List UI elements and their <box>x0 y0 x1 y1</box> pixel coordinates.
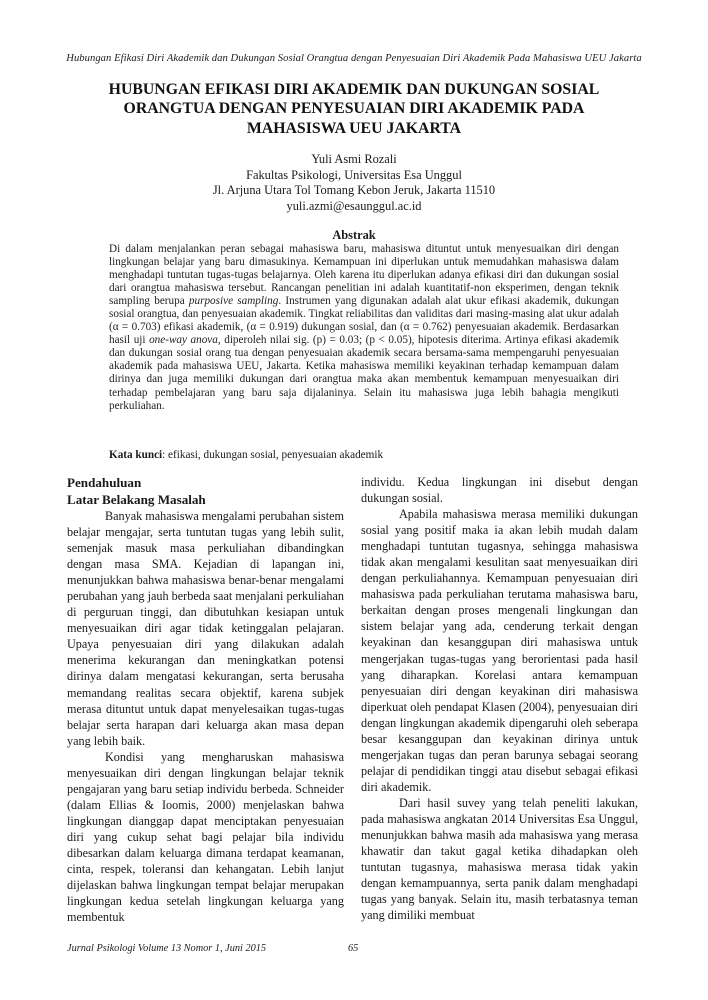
left-column <box>67 474 344 925</box>
abstract-heading: Abstrak <box>332 228 376 242</box>
section-heading-background: Latar Belakang Masalah <box>67 492 206 507</box>
body-paragraph: Dari hasil suvey yang telah peneliti lakukan, pada mahasiswa angkatan 2014 Universitas Esa Unggul, menunjukkan bahwa masih ada mahasiswa yang merasa khawatir dan takut gagal ketika dihadapkan oleh tuntutan tugasnya, mahasiswa merasa tidak yakin dengan kemampuannya, serta panik dalam menghadapi tugas yang banyak. Selain itu, masih terbatasnya teman yang dimiliki membuat <box>361 795 638 923</box>
keywords-label: Kata kunci <box>109 449 163 461</box>
abstract-italic-sampling: purposive sampling <box>188 295 279 308</box>
page-number: 65 <box>348 943 359 954</box>
running-header: Hubungan Efikasi Diri Akademik dan Dukungan Sosial Orangtua dengan Penyesuaian Diri Akademik Pada Mahasiswa UEU Jakarta <box>66 53 642 64</box>
author-affiliation: Fakultas Psikologi, Universitas Esa Unggul <box>246 167 462 182</box>
abstract-part-1: Di dalam menjalankan peran sebagai mahasiswa baru, mahasiswa dituntut untuk menyesuaikan diri dengan lingkungan belajar yang baru dimasukinya. Kemampuan ini diperlukan untuk memudahkan mahasiswa dalam menghadapi tuntutan tugas-tugas belajarnya. Oleh karena itu diperlukan adanya efikasi diri dan dukungan sosial dari orangtua mahasiswa tersebut. Rancangan penelitian ini adalah kuantitatif-non eksperimen, dengan teknik sampling berupa <box>109 243 619 308</box>
body-paragraph: Apabila mahasiswa merasa memiliki dukungan sosial yang positif maka ia akan lebih mudah dalam menghadapi tuntutan tugasnya, sehingga mahasiswa tidak akan mengalami kesulitan saat menyesuaikan diri dengan perkuliahannya. Kemampuan penyesuaian diri mahasiswa pada perkuliahan terutama mahasiswa baru, berkaitan dengan proses mengenali lingkungan dan sistem belajar yang ada, cenderung terkait dengan keyakinan dan kesanggupan diri mahasiswa untuk mengerjakan tugas-tugas yang berorientasi pada hasil yang diharapkan. Korelasi antara kemampuan penyesuaian diri dengan keyakinan diri mahasiswa diperkuat oleh pendapat Klasen (2004), penyesuaian diri dengan lingkungan akademik dipengaruhi oleh seberapa besar kesanggupan dan keyakinan dirinya untuk mengerjakan tugas dan peran barunya sebagai seorang pelajar di pendidikan tinggi atau disebut sebagai efikasi diri akademik. <box>361 507 638 794</box>
author-block <box>0 152 708 214</box>
author-email: yuli.azmi@esaunggul.ac.id <box>286 198 422 213</box>
author-name: Yuli Asmi Rozali <box>311 152 397 166</box>
abstract-italic-anova: one-way anova <box>149 334 218 347</box>
footer-journal: Jurnal Psikologi Volume 13 Nomor 1, Juni 2015 <box>67 943 267 954</box>
author-address: Jl. Arjuna Utara Tol Tomang Kebon Jeruk, Jakarta 11510 <box>212 183 496 197</box>
keywords-text: : efikasi, dukungan sosial, penyesuaian akademik <box>162 449 384 461</box>
section-heading-intro: Pendahuluan <box>67 475 142 490</box>
body-paragraph: Kondisi yang mengharuskan mahasiswa menyesuaikan diri dengan lingkungan belajar teknik pengajaran yang baru setiap individu berbeda. Schneider (dalam Ellias & Ioomis, 2000) menjelaskan bahwa lingkungan dianggap dapat menciptakan penyesuaian diri yang cukup sehat bagi pelajar bila individu dibesarkan dalam keluarga dimana terdapat keamanan, cinta, respek, toleransi dan kehangatan. Lebih lanjut dijelaskan bahwa lingkungan tempat belajar merupakan lingkungan kedua setelah lingkungan keluarga yang membentuk <box>67 749 344 925</box>
abstract-text <box>109 243 619 413</box>
body-paragraph: individu. Kedua lingkungan ini disebut dengan dukungan sosial. <box>361 475 638 506</box>
keywords <box>109 449 619 462</box>
paper-title: HUBUNGAN EFIKASI DIRI AKADEMIK DAN DUKUNGAN SOSIAL ORANGTUA DENGAN PENYESUAIAN DIRI AKADEMIK PADA MAHASISWA UEU JAKARTA <box>108 81 600 137</box>
abstract-part-2: . Instrumen yang digunakan adalah alat ukur efikasi akademik, dukungan sosial orangtua, dan penyesuaian akademik. Tingkat reliabilitas dan validitas dari masing-masing alat ukur adalah (α = 0.703) efikasi akademik, (α = 0.919) dukungan sosial, dan (α = 0.762) penyesuaian akademik. Berdasarkan hasil uji <box>109 295 619 347</box>
right-column <box>361 474 638 923</box>
abstract-part-3: , diperoleh nilai sig. (p) = 0.03; (p < 0.05), hipotesis diterima. Artinya efikasi akademik dan dukungan sosial orang tua dengan penyesuaian akademik secara bersama-sama mempengaruhi penyesuaian akademik pada mahasiswa UEU, Jakarta. Ketika mahasiswa memiliki keyakinan terhadap kemampuan dalam dirinya dan juga memiliki dukungan dari orangtua maka akan membentuk kemampuan menyesuaikan diri terhadap pembelajaran yang baru saja dijalaninya. Selain itu mahasiswa juga lebih bahagia mengikuti perkuliahan. <box>109 334 619 412</box>
body-paragraph: Banyak mahasiswa mengalami perubahan sistem belajar mengajar, serta tuntutan tugas yang lebih sulit, semenjak masuk masa perkuliahan dibandingkan dengan masa SMA. Kejadian di lapangan ini, menunjukkan bahwa mahasiswa benar-benar mengalami perubahan yang jauh berbeda saat menjalani perkuliahan di perguruan tinggi, dan dibutuhkan kesiapan untuk menyesuaikan diri agar tidak ketinggalan pelajaran. Upaya penyesuaian diri yang dilakukan adalah menerima kekurangan dan meningkatkan potensi dirinya dalam mengatasi kekurangan, serta berusaha memandang realitas secara objektif, karena subjek merasa dituntut untuk dapat menyelesaikan tugas-tugas belajar serta harapan dari keluarga akan masa depan yang lebih baik. <box>67 509 344 748</box>
